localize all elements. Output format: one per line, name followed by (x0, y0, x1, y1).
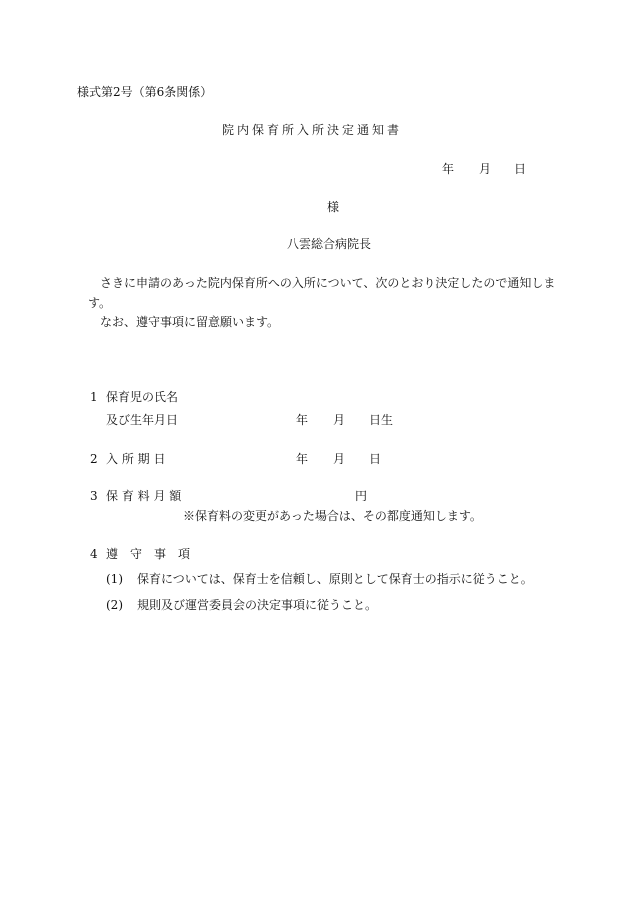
item-2-year-label: 年 (296, 452, 309, 466)
rule-1-text: 保育については、保育士を信頼し、原則として保育士の指示に従うこと。 (137, 572, 533, 586)
item-2-day-label: 日 (369, 452, 382, 466)
item-2-number: 2 (90, 452, 98, 466)
item-3-number: 3 (90, 489, 98, 503)
item-2-label: 入 所 期 日 (106, 452, 166, 466)
item-1-label-line-1: 保育児の氏名 (106, 390, 179, 404)
addressee-suffix: 様 (327, 200, 340, 214)
item-1-month-label: 月 (333, 413, 346, 427)
body-line-2: す。 (88, 296, 112, 310)
body-line-3: なお、遵守事項に留意願います。 (100, 315, 280, 329)
body-line-1: さきに申請のあった院内保育所への入所について、次のとおり決定したので通知しま (100, 276, 556, 290)
document-title: 院内保育所入所決定通知書 (222, 123, 403, 137)
item-1-day-label: 日生 (369, 413, 394, 427)
date-year-label: 年 (442, 162, 455, 176)
item-3-yen-unit: 円 (355, 489, 368, 503)
date-month-label: 月 (479, 162, 492, 176)
rule-1-marker: (1) (106, 572, 123, 586)
item-2-month-label: 月 (333, 452, 346, 466)
rule-2-marker: (2) (106, 598, 123, 612)
item-3-fee-change-note: ※保育料の変更があった場合は、その都度通知します。 (183, 509, 482, 523)
item-3-label: 保 育 料 月 額 (106, 489, 182, 503)
item-4-number: 4 (90, 547, 98, 561)
item-1-label-line-2: 及び生年月日 (106, 413, 179, 427)
item-4-label: 遵 守 事 項 (106, 547, 191, 561)
item-1-number: 1 (90, 390, 98, 404)
rule-2-text: 規則及び運営委員会の決定事項に従うこと。 (137, 598, 378, 612)
issuer: 八雲総合病院長 (287, 237, 372, 251)
item-1-year-label: 年 (296, 413, 309, 427)
form-number: 様式第2号（第6条関係） (77, 85, 213, 99)
date-day-label: 日 (514, 162, 527, 176)
